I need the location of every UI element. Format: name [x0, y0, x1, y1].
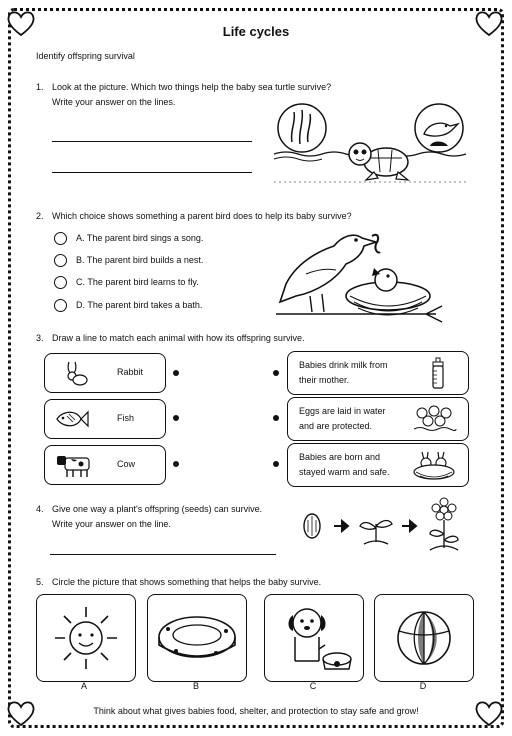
q1-number: 1.: [36, 82, 44, 92]
q5-choice-a[interactable]: [36, 594, 136, 682]
q1-line1: Look at the picture. Which two things help the baby sea turtle survive?: [52, 82, 332, 92]
q3-left-dot-1[interactable]: [173, 370, 179, 376]
q5-letter-b: B: [192, 681, 199, 691]
q4-number: 4.: [36, 504, 44, 514]
q5-letter-a: A: [80, 681, 87, 691]
q3-fact-eggs-box[interactable]: [287, 397, 469, 441]
q5-choice-b[interactable]: [147, 594, 247, 682]
q3-fact-milk-line1: Babies drink milk from: [299, 360, 388, 370]
q2-option-b-label: B. The parent bird builds a nest.: [76, 255, 204, 265]
q3-number: 3.: [36, 333, 44, 343]
rabbit-icon: [61, 360, 89, 386]
bird-nest-icon: [276, 224, 446, 328]
bunnies-in-nest-icon: [412, 448, 458, 482]
q2-number: 2.: [36, 211, 44, 221]
q5-letter-d: D: [419, 681, 427, 691]
q1-line2: Write your answer on the lines.: [52, 97, 176, 107]
page-title: Life cycles: [222, 24, 290, 39]
q2-option-a-radio[interactable]: [54, 232, 67, 245]
q3-right-dot-1[interactable]: [273, 370, 279, 376]
q3-fact-nest-box[interactable]: [287, 443, 469, 487]
q5-choice-d[interactable]: [374, 594, 474, 682]
baby-bottle-icon: [430, 357, 446, 389]
q3-animal-fish-label: Fish: [117, 413, 135, 423]
footer-tip: Think about what gives babies food, shelter, and protection to stay safe and grow!: [93, 706, 419, 716]
q4-answer-line[interactable]: [50, 554, 276, 555]
q4-line1: Give one way a plant's offspring (seeds) can survive.: [52, 504, 263, 514]
q3-fact-milk-box[interactable]: [287, 351, 469, 395]
q3-fact-eggs-line2: and are protected.: [299, 421, 373, 431]
q3-right-dot-2[interactable]: [273, 415, 279, 421]
q1-answer-line-2[interactable]: [52, 172, 252, 173]
q2-option-a-label: A. The parent bird sings a song.: [76, 233, 204, 243]
q2-option-d-label: D. The parent bird takes a bath.: [76, 300, 203, 310]
sun-icon: [51, 603, 121, 673]
q3-right-dot-3[interactable]: [273, 461, 279, 467]
q3-fact-milk-line2: their mother.: [299, 375, 350, 385]
q3-fact-nest-line2: stayed warm and safe.: [299, 467, 390, 477]
q5-prompt: Circle the picture that shows something that helps the baby survive.: [52, 577, 322, 587]
q5-choice-c[interactable]: [264, 594, 364, 682]
q5-number: 5.: [36, 577, 44, 587]
q5-letter-c: C: [309, 681, 317, 691]
q2-option-c-radio[interactable]: [54, 276, 67, 289]
q2-prompt: Which choice shows something a parent bird does to help its baby survive?: [52, 211, 352, 221]
q3-animal-rabbit-label: Rabbit: [117, 367, 144, 377]
q3-left-dot-2[interactable]: [173, 415, 179, 421]
page-subtitle: Identify offspring survival: [36, 51, 135, 61]
seed-growth-icon: [298, 496, 470, 556]
q3-fact-nest-line1: Babies are born and: [299, 452, 381, 462]
q4-line2: Write your answer on the line.: [52, 519, 171, 529]
q2-option-b-radio[interactable]: [54, 254, 67, 267]
q3-animal-fish-box[interactable]: [44, 399, 166, 439]
fish-icon: [55, 408, 89, 430]
q2-option-c-label: C. The parent bird learns to fly.: [76, 277, 199, 287]
q2-option-d-radio[interactable]: [54, 299, 67, 312]
q3-animal-cow-box[interactable]: [44, 445, 166, 485]
fish-eggs-icon: [412, 403, 456, 435]
sea-turtle-icon: [274, 102, 466, 188]
q1-answer-line-1[interactable]: [52, 141, 252, 142]
q3-animal-cow-label: Cow: [117, 459, 136, 469]
q3-animal-rabbit-box[interactable]: [44, 353, 166, 393]
pet-bed-icon: [156, 609, 238, 667]
q3-left-dot-3[interactable]: [173, 461, 179, 467]
puppy-with-bowl-icon: [281, 601, 353, 675]
cow-icon: [55, 452, 93, 478]
beach-ball-icon: [395, 609, 453, 667]
q3-prompt: Draw a line to match each animal with how its offspring survive.: [52, 333, 305, 343]
q3-fact-eggs-line1: Eggs are laid in water: [299, 406, 386, 416]
